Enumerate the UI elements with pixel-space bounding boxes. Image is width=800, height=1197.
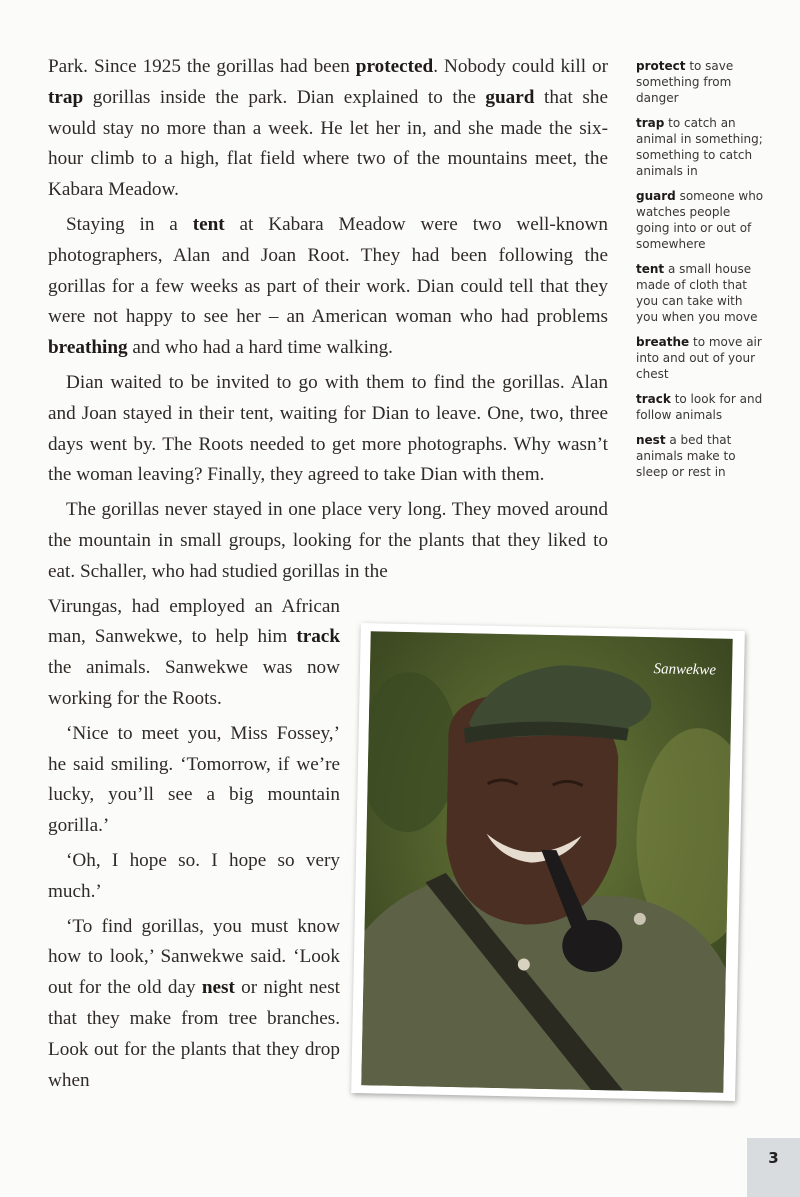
text-run: and who had a hard time walking. <box>127 337 393 359</box>
glossary-term-highlight: trap <box>48 86 84 108</box>
glossary-entry <box>636 58 764 106</box>
text-run: Park. Since 1925 the gorillas had been <box>48 56 356 77</box>
glossary-entry <box>636 432 764 480</box>
glossary-term: breathe <box>636 335 690 349</box>
glossary-entry <box>636 188 764 252</box>
paragraph <box>48 210 608 364</box>
glossary-entry <box>636 391 764 423</box>
glossary-entry <box>636 334 764 382</box>
glossary-term: tent <box>636 262 665 276</box>
paragraph <box>48 719 340 842</box>
text-run: Virungas, had employed an African man, Sanwekwe, to help him <box>48 595 340 648</box>
text-run: ‘Oh, I hope so. I hope so very much.’ <box>48 849 340 902</box>
glossary-definition: to catch an animal in something; something to catch animals in <box>636 116 763 178</box>
glossary-entry <box>636 261 764 325</box>
body-paragraphs <box>48 52 608 588</box>
glossary-sidebar <box>636 58 764 489</box>
photo-caption: Sanwekwe <box>653 661 717 679</box>
paragraph <box>48 495 608 587</box>
glossary-term: guard <box>636 189 676 203</box>
glossary-term-highlight: track <box>296 626 340 648</box>
glossary-term-highlight: breathing <box>48 337 128 359</box>
text-run: Dian waited to be invited to go with them to find the gorillas. Alan and Joan stayed in their tent, waiting for Dian to leave. One, two, three days went by. The Roots needed to get more photographs. Why wasn’t the woman leaving? Finally, they agreed to take Dian with them. <box>48 371 608 486</box>
paragraph <box>48 912 340 1097</box>
text-run: the animals. Sanwekwe was now working for the Roots. <box>48 657 340 709</box>
glossary-entry <box>636 115 764 179</box>
text-run: gorillas inside the park. Dian explained to the <box>83 86 486 108</box>
text-run: Staying in a <box>66 213 193 235</box>
glossary-definition: to look for and follow animals <box>636 392 763 422</box>
text-run: ‘Nice to meet you, Miss Fossey,’ he said smiling. ‘Tomorrow, if we’re lucky, you’ll see a big mountain gorilla.’ <box>48 722 340 837</box>
text-run: The gorillas never stayed in one place very long. They moved around the mountain in small groups, looking for the plants that they liked to eat. Schaller, who had studied gorillas in the <box>48 499 608 582</box>
glossary-definition: someone who watches people going into or out of somewhere <box>636 189 764 251</box>
glossary-definition: a bed that animals make to sleep or rest in <box>636 433 736 479</box>
text-run: at Kabara Meadow were two well-known photographers, Alan and Joan Root. They had been following the gorillas for a few weeks as part of their work. Dian could tell that they were not happy to see her – an American woman who had problems <box>48 213 609 328</box>
text-run: . Nobody could kill or <box>433 56 608 77</box>
glossary-definition: to move air into and out of your chest <box>636 335 762 381</box>
text-run: or night nest that they make from tree branches. Look out for the plants that they drop when <box>48 977 340 1091</box>
glossary-definition: a small house made of cloth that you can take with you when you move <box>636 262 758 324</box>
paragraph <box>48 368 608 491</box>
glossary-term: protect <box>636 59 686 73</box>
glossary-definition: to save something from danger <box>636 59 734 105</box>
glossary-term-highlight: tent <box>192 213 225 235</box>
glossary-term-highlight: nest <box>201 977 235 999</box>
glossary-term: track <box>636 392 671 406</box>
photo-frame <box>351 623 745 1101</box>
text-run: that she would stay no more than a week. He let her in, and she made the six-hour climb to a high, flat field where two of the mountains meet, the Kabara Meadow. <box>48 86 608 201</box>
photo-sanwekwe <box>361 631 732 1092</box>
portrait-illustration <box>361 631 732 1092</box>
text-run: ‘To find gorillas, you must know how to look,’ Sanwekwe said. ‘Look out for the old day <box>48 915 340 999</box>
narrow-body-paragraphs <box>48 592 340 1097</box>
page-number: 3 <box>747 1138 800 1197</box>
paragraph <box>48 846 340 908</box>
glossary-term-highlight: guard <box>485 86 535 108</box>
paragraph <box>48 52 608 206</box>
paragraph <box>48 592 340 715</box>
glossary-term: nest <box>636 433 666 447</box>
glossary-term: trap <box>636 116 665 130</box>
glossary-term-highlight: protected <box>355 56 434 77</box>
